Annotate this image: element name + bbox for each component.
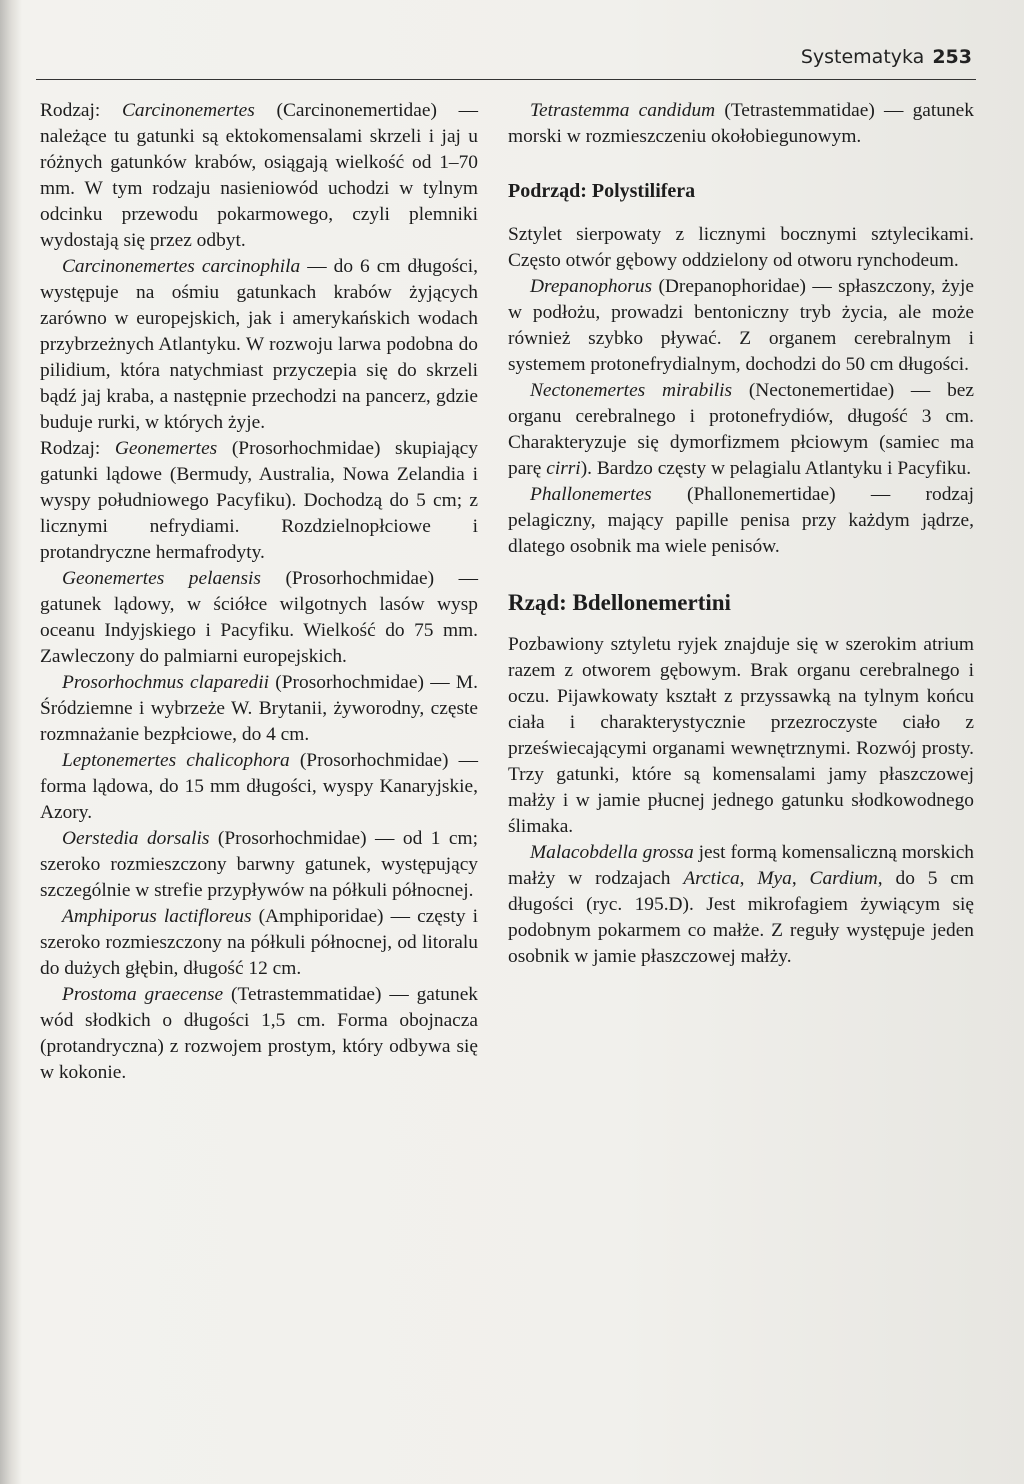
entry-prefix: Rodzaj: bbox=[40, 100, 122, 121]
entry-carcinonemertes bbox=[40, 98, 478, 254]
running-head-title: Systematyka bbox=[800, 46, 925, 68]
term-cirri: cirri bbox=[546, 458, 581, 479]
page-number: 253 bbox=[932, 46, 972, 68]
entry-text: (Prosorhochmidae) — forma lądowa, do 15 mm długości, wyspy Kanaryjskie, Azory. bbox=[40, 750, 478, 823]
species-name: Malacobdella grossa bbox=[530, 842, 694, 863]
species-name: Carcinonemertes carcinophila bbox=[62, 256, 301, 277]
header-rule bbox=[36, 79, 976, 80]
entry-text: ). Bardzo częsty w pelagialu Atlantyku i Pacyfiku. bbox=[580, 458, 972, 479]
order-description: Pozbawiony sztyletu ryjek znajduje się w szerokim atrium razem z otworem gębowym. Brak organu cerebralnego i oczu. Pijawkowaty kształt z przyssawką na tylnym końcu ciała i charakterystycznie przezroczyste ciało z przeświecającymi organami wewnętrznymi. Rozwój prosty. Trzy gatunki, które są komensalami jamy płaszczowej małży i w jamie płucnej jednego gatunku słodkowodnego ślimaka. bbox=[508, 634, 974, 837]
species-name: Amphiporus lactifloreus bbox=[62, 906, 252, 927]
entry-prefix: Rodzaj: bbox=[40, 438, 115, 459]
species-name: Phallonemertes bbox=[530, 484, 652, 505]
genus-name: Arctica bbox=[683, 868, 740, 889]
genus-name: Cardium bbox=[809, 868, 878, 889]
species-name: Oerstedia dorsalis bbox=[62, 828, 210, 849]
entry-text: (Drepanophoridae) — spłaszczony, żyje w podłożu, prowadzi bentoniczny tryb życia, ale może również szybko pływać. Z organem cerebralnym i systemem protonefrydialnym, dochodzi do 50 cm długości. bbox=[508, 276, 974, 375]
entry-text: (Tetrastemmatidae) — gatunek wód słodkich o długości 1,5 cm. Forma obojnacza (protandryczna) z rozwojem prostym, który odbywa się w kokonie. bbox=[40, 984, 478, 1083]
entry-phallonemertes bbox=[508, 482, 974, 560]
entry-text: (Tetrastemmatidae) — gatunek morski w rozmieszczeniu okołobiegunowym. bbox=[508, 100, 974, 147]
entry-prosorhochmus-claparedii bbox=[40, 670, 478, 748]
separator: , bbox=[739, 868, 758, 889]
entry-prostoma-graecense bbox=[40, 982, 478, 1086]
entry-malacobdella-grossa bbox=[508, 840, 974, 970]
entry-text: (Prosorhochmidae) — gatunek lądowy, w ściółce wilgotnych lasów wysp oceanu Indyjskiego i Pacyfiku. Wielkość do 75 mm. Zawleczony do palmiarni europejskich. bbox=[40, 568, 478, 667]
suborder-heading: Podrząd: Polystilifera bbox=[508, 180, 696, 202]
species-name: Nectonemertes mirabilis bbox=[530, 380, 733, 401]
suborder-description: Sztylet sierpowaty z licznymi bocznymi sztylecikami. Często otwór gębowy oddzielony od otworu rynchodeum. bbox=[508, 224, 974, 271]
species-name: Drepanophorus bbox=[530, 276, 653, 297]
species-name: Geonemertes pelaensis bbox=[62, 568, 261, 589]
entry-text: należące tu gatunki są ektokomensalami skrzeli i jaj u różnych gatunków krabów, osiągają wielkość od 1–70 mm. W tym rodzaju nasieniowód uchodzi w tylnym odcinku przewodu pokarmowego, czyli plemniki wydostają się przez odbyt. bbox=[40, 126, 478, 251]
species-name: Prosorhochmus claparedii bbox=[62, 672, 270, 693]
entry-nectonemertes-mirabilis bbox=[508, 378, 974, 482]
entry-text: , do 5 cm długości (ryc. 195.D). Jest mikrofagiem żywiącym się podobnym pokarmem co małże. Z reguły występuje jeden osobnik w jamie płaszczowej małży. bbox=[508, 868, 974, 967]
left-column bbox=[40, 98, 478, 1086]
entry-geonemertes-pelaensis bbox=[40, 566, 478, 670]
entry-text: (Prosorhochmidae) — od 1 cm; szeroko rozmieszczony barwny gatunek, występujący szczególnie w strefie przypływów na półkuli północnej. bbox=[40, 828, 478, 901]
entry-text: (Phallonemertidae) — rodzaj pelagiczny, mający papille penisa przy każdym jądrze, dlatego osobnik ma wiele penisów. bbox=[508, 484, 974, 557]
genus-name: Mya bbox=[757, 868, 792, 889]
species-name: Tetrastemma candidum bbox=[530, 100, 716, 121]
entry-text: (Prosorhochmidae) — M. Śródziemne i wybrzeże W. Brytanii, żyworodny, częste rozmnażanie bezpłciowe, do 4 cm. bbox=[40, 672, 478, 745]
species-name: Leptonemertes chalicophora bbox=[62, 750, 290, 771]
order-heading: Rząd: Bdellonemertini bbox=[508, 590, 731, 615]
entry-text: (Nectonemertidae) — bez organu cerebralnego i protonefrydiów, długość 3 cm. Charakteryzuje się dymorfizmem płciowym (samiec ma parę bbox=[508, 380, 974, 479]
genus-name: Carcinonemertes bbox=[121, 100, 255, 121]
separator: , bbox=[791, 868, 810, 889]
species-name: Prostoma graecense bbox=[62, 984, 224, 1005]
entry-text: (Amphiporidae) — częsty i szeroko rozmieszczony na półkuli północnej, od litoralu do dużych głębin, długość 12 cm. bbox=[40, 906, 478, 979]
genus-name: Geonemertes bbox=[114, 438, 218, 459]
entry-text: — do 6 cm długości, występuje na ośmiu gatunkach krabów żyjących zarówno w europejskich, jak i amerykańskich wodach przybrzeżnych Atlantyku. W rozwoju larwa podobna do pilidium, która natychmiast przyczepia się do skrzeli bądź jaj kraba, a następnie przechodzi na pancerz, gdzie buduje rurki, w których żyje. bbox=[40, 256, 479, 433]
family-name: (Carcinonemertidae) — bbox=[276, 100, 478, 121]
entry-tetrastemma-candidum bbox=[508, 98, 974, 150]
entry-text: (Prosorhochmidae) skupiający gatunki lądowe (Bermudy, Australia, Nowa Zelandia i wyspy południowego Pacyfiku). Dochodzą do 5 cm; z licznymi nefrydiami. Rozdzielnopłciowe i protandryczne hermafrodyty. bbox=[40, 438, 478, 563]
right-column bbox=[508, 98, 974, 970]
entry-geonemertes bbox=[40, 436, 478, 566]
page-gutter-shadow bbox=[0, 0, 22, 1484]
entry-amphiporus-lactifloreus bbox=[40, 904, 478, 982]
entry-oerstedia-dorsalis bbox=[40, 826, 478, 904]
running-head bbox=[801, 46, 972, 68]
entry-leptonemertes-chalicophora bbox=[40, 748, 478, 826]
entry-carcinonemertes-carcinophila bbox=[40, 254, 478, 436]
entry-text: jest formą komensaliczną morskich małży w rodzajach bbox=[508, 842, 974, 889]
entry-drepanophorus bbox=[508, 274, 974, 378]
